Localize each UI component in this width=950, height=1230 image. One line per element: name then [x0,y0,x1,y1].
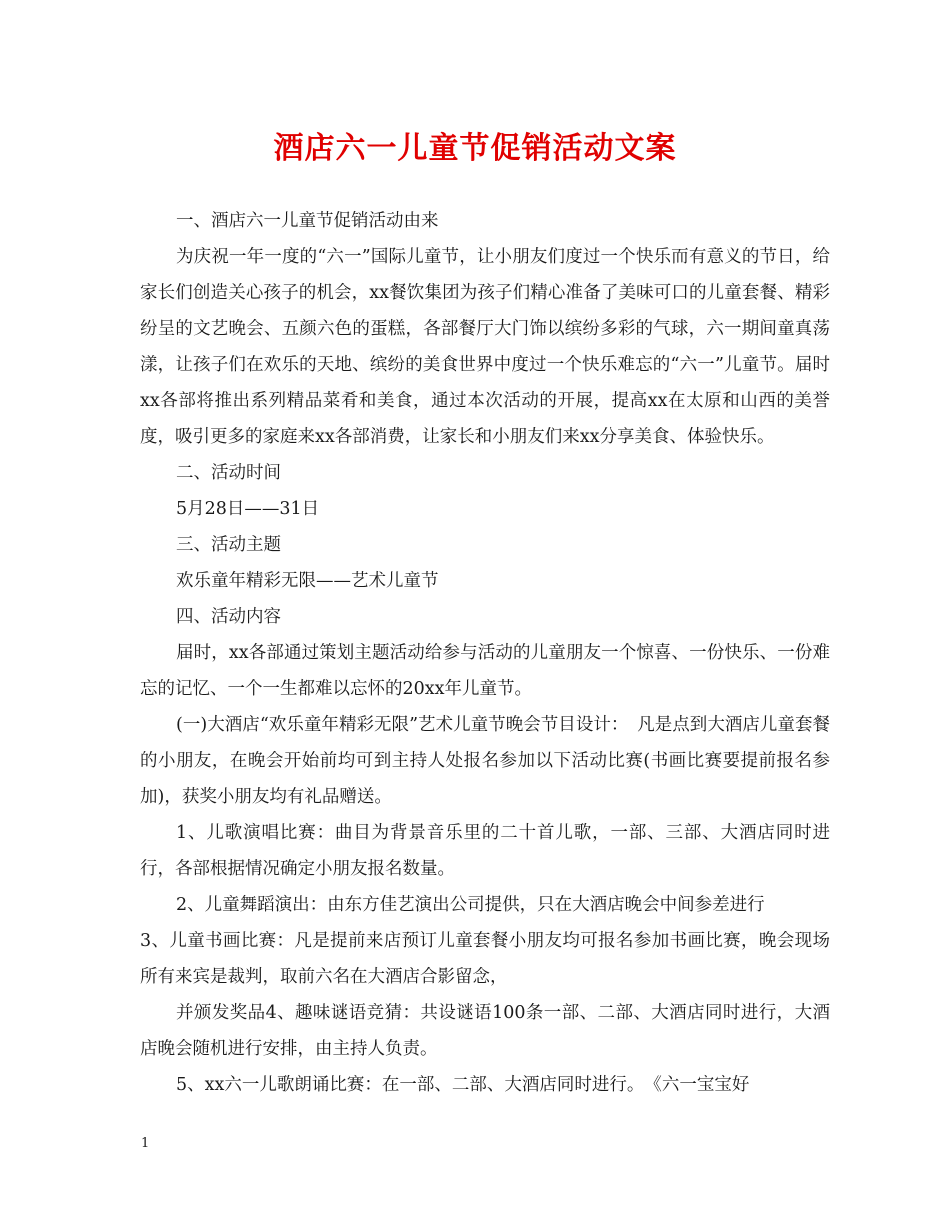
page-number: 1 [141,1136,150,1151]
paragraph-time: 5月28日——31日 [176,499,320,519]
paragraph-content-intro: 届时，xx各部通过策划主题活动给参与活动的儿童朋友一个惊喜、一份快乐、一份难忘的记忆、一个一生都难以忘怀的20xx年儿童节。 [140,643,830,699]
paragraph-item-4: 并颁发奖品4、趣味谜语竞猜：共设谜语100条一部、二部、大酒店同时进行，大酒店晚会随机进行安排，由主持人负责。 [140,1003,830,1059]
paragraph-gala-design: (一)大酒店“欢乐童年精彩无限”艺术儿童节晚会节目设计： 凡是点到大酒店儿童套餐的小朋友，在晚会开始前均可到主持人处报名参加以下活动比赛(书画比赛要提前报名参加)，获奖小朋友均有礼品赠送。 [140,715,830,807]
paragraph-origin: 为庆祝一年一度的“六一”国际儿童节，让小朋友们度过一个快乐而有意义的节日，给家长们创造关心孩子的机会，xx餐饮集团为孩子们精心准备了美味可口的儿童套餐、精彩纷呈的文艺晚会、五颜六色的蛋糕，各部餐厅大门饰以缤纷多彩的气球，六一期间童真荡漾，让孩子们在欢乐的天地、缤纷的美食世界中度过一个快乐难忘的“六一”儿童节。届时xx各部将推出系列精品菜肴和美食，通过本次活动的开展，提高xx在太原和山西的美誉度，吸引更多的家庭来xx各部消费，让家长和小朋友们来xx分享美食、体验快乐。 [140,247,830,447]
document-title: 酒店六一儿童节促销活动文案 [273,131,677,166]
paragraph-item-5: 5、xx六一儿歌朗诵比赛：在一部、二部、大酒店同时进行。 《六一宝宝好 [176,1075,750,1095]
heading-theme: 三、活动主题 [176,535,281,555]
paragraph-item-3: 3、儿童书画比赛：凡是提前来店预订儿童套餐小朋友均可报名参加书画比赛，晚会现场所有来宾是裁判，取前六名在大酒店合影留念， [140,931,830,987]
heading-content: 四、活动内容 [176,607,281,627]
heading-origin: 一、酒店六一儿童节促销活动由来 [176,211,439,231]
paragraph-item-2: 2、儿童舞蹈演出：由东方佳艺演出公司提供，只在大酒店晚会中间参差进行 [176,895,765,915]
heading-time: 二、活动时间 [176,463,281,483]
document-body [140,203,830,1103]
paragraph-item-1: 1、儿歌演唱比赛：曲目为背景音乐里的二十首儿歌，一部、三部、大酒店同时进行，各部根据情况确定小朋友报名数量。 [140,823,830,879]
paragraph-theme: 欢乐童年精彩无限——艺术儿童节 [176,571,439,591]
